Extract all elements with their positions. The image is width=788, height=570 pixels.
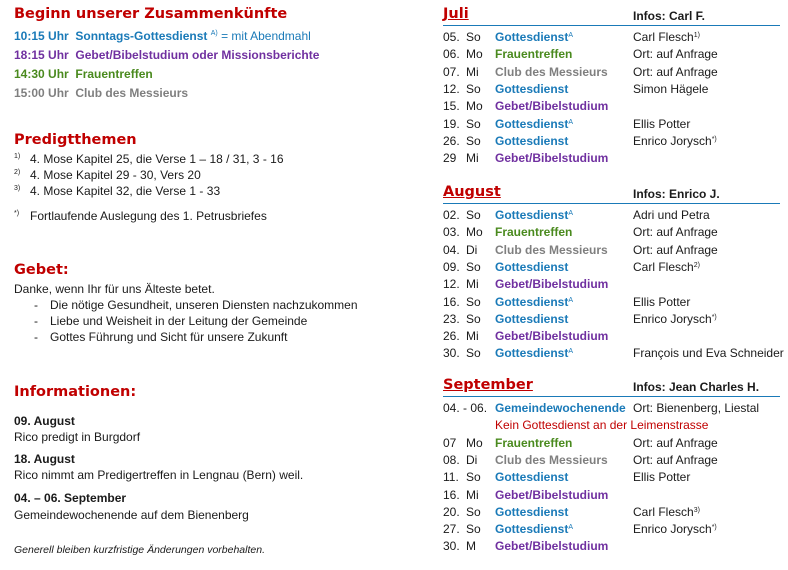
schedule-row xyxy=(0,328,788,345)
info-title: Informationen: xyxy=(14,384,137,400)
meeting-label: Sonntags-Gottesdienst xyxy=(75,29,208,43)
prayer-title: Gebet: xyxy=(14,262,69,278)
month-divider xyxy=(443,203,780,204)
schedule-day: So xyxy=(466,311,481,326)
schedule-day: So xyxy=(466,470,481,485)
sermon-text: 4. Mose Kapitel 29 - 30, Vers 20 xyxy=(30,168,201,182)
schedule-day: So xyxy=(466,133,481,148)
month-title: September xyxy=(443,377,533,393)
schedule-row xyxy=(0,207,788,224)
schedule-date: 20. xyxy=(443,504,460,519)
sermon-note-text: Fortlaufende Auslegung des 1. Petrusbriefes xyxy=(30,209,267,223)
event-sup: A xyxy=(568,210,574,217)
info-text: Rico nimmt am Predigertreffen in Lengnau (Bern) weil. xyxy=(14,468,304,482)
schedule-day: So xyxy=(466,116,481,131)
schedule-date: 26. xyxy=(443,133,460,148)
schedule-event: Gebet/Bibelstudium xyxy=(495,151,609,166)
schedule-info: Ort: auf Anfrage xyxy=(633,435,718,450)
schedule-day: Mi xyxy=(466,151,479,166)
schedule-info: Carl Flesch$^{1)}$ xyxy=(633,30,700,44)
schedule-row xyxy=(0,345,788,362)
schedule-row xyxy=(0,46,788,63)
schedule-event: Gottesdienst xyxy=(495,470,569,485)
schedule-info: Ort: auf Anfrage xyxy=(633,242,718,257)
schedule-info: François und Eva Schneider xyxy=(633,346,784,361)
sermons-title: Predigtthemen xyxy=(14,132,137,148)
disclaimer: Generell bleiben kurzfristige Änderungen vorbehalten. xyxy=(14,544,265,556)
schedule-date: 08. xyxy=(443,452,460,467)
prayer-item: - Liebe und Weisheit in der Leitung der Gemeinde xyxy=(14,313,358,329)
schedule-info: Simon Hägele xyxy=(633,81,709,96)
schedule-event: Gebet/Bibelstudium xyxy=(495,277,609,292)
schedule-row xyxy=(0,311,788,328)
event-sup: A xyxy=(568,348,574,356)
schedule-event: Frauentreffen xyxy=(495,435,573,450)
info-sup: 3) xyxy=(693,506,700,514)
schedule-day: Mo xyxy=(466,225,483,240)
schedule-day: Mo xyxy=(466,47,483,62)
schedule-event: Frauentreffen xyxy=(495,225,573,240)
schedule-info: Ellis Potter xyxy=(633,116,691,131)
schedule-info: Enrico Jorysch*) xyxy=(633,311,717,326)
schedule-day: M xyxy=(466,539,476,554)
schedule-event: Gottesdienst xyxy=(495,81,569,96)
schedule-date: 11. xyxy=(443,470,459,485)
schedule-event: Gottesdienst$^A$ xyxy=(495,294,574,309)
schedule-event: Gottesdienst$^A$ xyxy=(495,116,574,131)
event-sup: A xyxy=(568,296,574,304)
meeting-time: 15:00 Uhr xyxy=(14,86,69,100)
schedule-row xyxy=(0,81,788,98)
schedule-day: Mo xyxy=(466,435,483,450)
schedule-row xyxy=(0,64,788,81)
meeting-suffix: = mit Abendmahl xyxy=(221,29,311,43)
schedule-day: So xyxy=(466,522,481,537)
schedule-row xyxy=(0,417,788,434)
schedule-row xyxy=(0,487,788,504)
schedule-date: 12. xyxy=(443,81,460,96)
meeting-label: Frauentreffen xyxy=(75,67,153,81)
schedule-info: Ellis Potter xyxy=(633,294,691,309)
schedule-event: Gottesdienst xyxy=(495,311,569,326)
schedule-day: So xyxy=(466,504,481,519)
prayer-item: - Die nötige Gesundheit, unseren Diensten nachzukommen xyxy=(14,297,358,313)
meeting-time: 10:15 Uhr xyxy=(14,29,69,43)
sermon-item xyxy=(14,183,220,199)
sermon-item xyxy=(14,167,201,183)
schedule-date: 15. xyxy=(443,99,460,114)
schedule-date: 23. xyxy=(443,311,460,326)
info-sup: *) xyxy=(711,313,717,321)
info-date: 18. August xyxy=(14,452,75,466)
schedule-row xyxy=(0,224,788,241)
schedule-date: 06. xyxy=(443,47,460,62)
schedule-row xyxy=(0,504,788,521)
schedule-event: Gebet/Bibelstudium xyxy=(495,329,609,344)
schedule-row xyxy=(0,150,788,167)
schedule-day: Mi xyxy=(466,329,479,344)
meeting-sup: A) xyxy=(210,30,218,37)
month-divider xyxy=(443,396,780,397)
schedule-day: So xyxy=(466,346,481,361)
schedule-row xyxy=(0,435,788,452)
sermon-mark: 3) xyxy=(14,185,21,192)
schedule-day: So xyxy=(466,259,481,274)
schedule-date: 05. xyxy=(443,30,460,44)
info-text: Gemeindewochenende auf dem Bienenberg xyxy=(14,508,249,522)
schedule-row xyxy=(0,98,788,115)
schedule-info: Ort: auf Anfrage xyxy=(633,225,718,240)
schedule-date: 12. xyxy=(443,277,460,292)
schedule-date: 16. xyxy=(443,294,460,309)
schedule-info: Enrico Jorysch*) xyxy=(633,133,717,148)
schedule-row xyxy=(0,521,788,538)
schedule-date: 03. xyxy=(443,225,460,240)
schedule-event: Gebet/Bibelstudium xyxy=(495,487,609,502)
event-sup: A xyxy=(568,32,574,39)
info-sup: 2) xyxy=(693,261,700,269)
info-date: 04. – 06. September xyxy=(14,491,127,505)
meeting-time: 18:15 Uhr xyxy=(14,48,69,62)
schedule-day: Di xyxy=(466,242,478,257)
event-sup: A xyxy=(568,118,574,126)
schedule-date: 19. xyxy=(443,116,460,131)
info-sup: *) xyxy=(711,135,717,143)
schedule-info: Ort: auf Anfrage xyxy=(633,452,718,467)
schedule-date: 04. xyxy=(443,242,460,257)
schedule-day: Mi xyxy=(466,277,479,292)
schedule-event: Club des Messieurs xyxy=(495,64,608,79)
schedule-event: Gebet/Bibelstudium xyxy=(495,539,609,554)
schedule-event: Gottesdienst$^A$ xyxy=(495,208,574,222)
schedule-date: 04. - 06. xyxy=(443,401,488,415)
schedule-date: 29 xyxy=(443,151,457,166)
info-text: Rico predigt in Burgdorf xyxy=(14,430,141,444)
schedule-event: Gebet/Bibelstudium xyxy=(495,99,609,114)
schedule-date: 16. xyxy=(443,487,460,502)
info-sup: *) xyxy=(711,524,717,532)
schedule-row xyxy=(0,259,788,276)
sermon-text: 4. Mose Kapitel 25, die Verse 1 – 18 / 31, 3 - 16 xyxy=(30,152,284,166)
schedule-info: Carl Flesch$^{3)}$ xyxy=(633,504,700,519)
schedule-info: Carl Flesch$^{2)}$ xyxy=(633,259,700,274)
schedule-row xyxy=(0,133,788,150)
schedule-day: Mo xyxy=(466,99,483,114)
schedule-row xyxy=(0,29,788,46)
schedule-row xyxy=(0,294,788,311)
schedule-row xyxy=(0,400,788,417)
month-title: Juli xyxy=(443,6,469,22)
schedule-date: 30. xyxy=(443,346,460,361)
schedule-event: Club des Messieurs xyxy=(495,242,608,257)
month-infos: Infos: Jean Charles H. xyxy=(633,380,760,394)
meeting-label: Gebet/Bibelstudium oder Missionsberichte xyxy=(75,48,320,62)
schedule-info: Adri und Petra xyxy=(633,208,710,222)
month-infos: Infos: Carl F. xyxy=(633,9,706,23)
schedule-info: Ort: Bienenberg, Liestal xyxy=(633,401,760,415)
month-title: August xyxy=(443,184,501,200)
schedule-event: Gottesdienst xyxy=(495,133,569,148)
meetings-title: Beginn unserer Zusammenkünfte xyxy=(14,6,288,22)
prayer-intro: Danke, wenn Ihr für uns Älteste betet. xyxy=(14,282,215,296)
sermon-mark: 1) xyxy=(14,153,21,160)
schedule-date: 02. xyxy=(443,208,460,222)
schedule-date: 07. xyxy=(443,64,460,79)
schedule-row xyxy=(0,452,788,469)
schedule-event: Gemeindewochenende xyxy=(495,401,626,415)
schedule-row xyxy=(0,242,788,259)
schedule-row xyxy=(0,116,788,133)
schedule-event: Club des Messieurs xyxy=(495,452,608,467)
meeting-time: 14:30 Uhr xyxy=(14,67,69,81)
schedule-date: 27. xyxy=(443,522,460,537)
schedule-info: Ort: auf Anfrage xyxy=(633,47,718,62)
sermon-mark: 2) xyxy=(14,169,21,176)
info-date: 09. August xyxy=(14,414,75,428)
schedule-row xyxy=(0,276,788,293)
schedule-event: Gottesdienst xyxy=(495,259,569,274)
schedule-event: Gottesdienst xyxy=(495,504,569,519)
schedule-day: So xyxy=(466,294,481,309)
schedule-note: Kein Gottesdienst an der Leimenstrasse xyxy=(495,418,709,433)
schedule-day: Di xyxy=(466,452,478,467)
schedule-date: 26. xyxy=(443,329,460,344)
meeting-label: Club des Messieurs xyxy=(75,86,189,100)
schedule-day: So xyxy=(466,208,481,222)
schedule-info: Ellis Potter xyxy=(633,470,691,485)
schedule-info: Ort: auf Anfrage xyxy=(633,64,718,79)
schedule-row xyxy=(0,469,788,486)
sermon-text: 4. Mose Kapitel 32, die Verse 1 - 33 xyxy=(30,184,221,198)
info-sup: 1) xyxy=(693,32,700,39)
schedule-day: So xyxy=(466,30,481,44)
schedule-day: Mi xyxy=(466,487,479,502)
schedule-date: 30. xyxy=(443,539,460,554)
month-infos: Infos: Enrico J. xyxy=(633,187,720,201)
event-sup: A xyxy=(568,524,574,532)
schedule-info: Enrico Jorysch*) xyxy=(633,522,717,537)
schedule-row xyxy=(0,538,788,555)
schedule-date: 07 xyxy=(443,435,457,450)
sermon-note-mark: *) xyxy=(14,210,20,217)
schedule-event: Frauentreffen xyxy=(495,47,573,62)
schedule-day: Mi xyxy=(466,64,479,79)
schedule-event: Gottesdienst$^A$ xyxy=(495,522,574,537)
schedule-event: Gottesdienst$^A$ xyxy=(495,30,574,44)
schedule-date: 09. xyxy=(443,259,460,274)
month-divider xyxy=(443,25,780,26)
schedule-event: Gottesdienst$^A$ xyxy=(495,346,574,361)
schedule-day: So xyxy=(466,81,481,96)
prayer-item: - Gottes Führung und Sicht für unsere Zukunft xyxy=(14,329,358,345)
